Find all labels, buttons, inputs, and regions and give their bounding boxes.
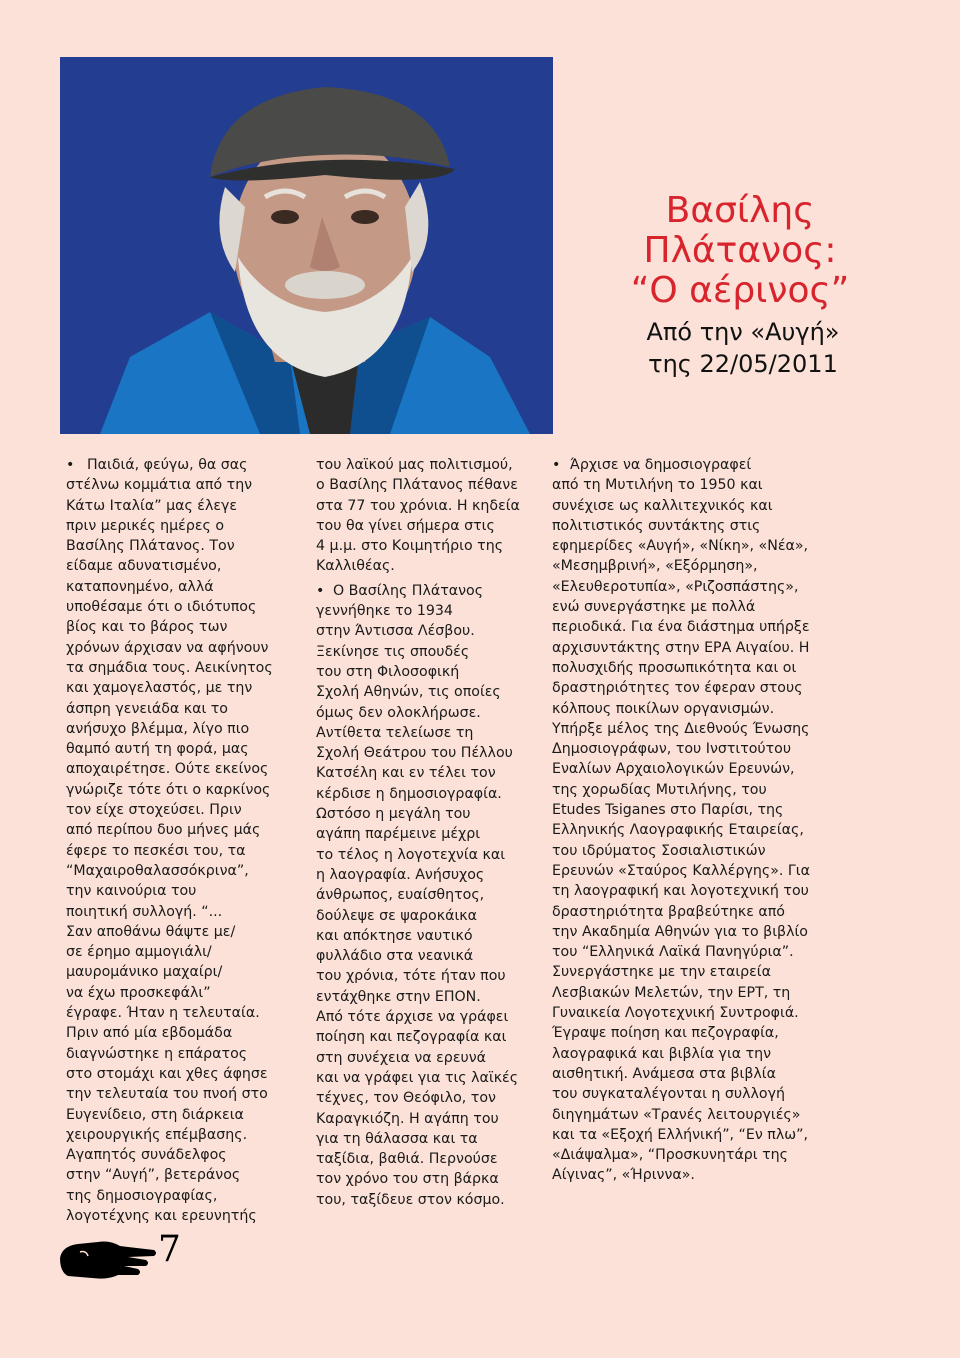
text-line-content: από περίπου δυο μήνες μάς: [66, 822, 261, 839]
text-line: [66, 759, 290, 779]
text-line-content: τον είχε στοχεύσει. Πριν: [66, 802, 242, 819]
text-line: [316, 642, 546, 662]
text-line-content: λαογραφικά και βιβλία για την: [552, 1045, 772, 1062]
text-line-content: την τελευταία του πνοή στο: [66, 1086, 268, 1103]
text-column-2: [316, 455, 546, 1210]
text-line: [66, 516, 290, 536]
text-line-content: Ερευνών «Σταύρος Καλλέργης». Για: [552, 862, 810, 879]
text-line: [316, 784, 546, 804]
text-line-content: Ξεκίνησε τις σπουδές: [316, 643, 470, 660]
text-line-content: Αγαπητός συνάδελφος: [66, 1147, 227, 1164]
text-line-content: ποίηση και πεζογραφία και: [316, 1029, 507, 1046]
text-line: [66, 1186, 290, 1206]
text-line-content: για τη θάλασσα και τα: [316, 1130, 478, 1147]
text-line: [316, 1088, 546, 1108]
text-line: [316, 1109, 546, 1129]
text-line: [66, 1044, 290, 1064]
text-line-content: αρχισυντάκτης στην ΕΡΑ Αιγαίου. Η: [552, 639, 810, 656]
text-line-content: αποχαιρέτησε. Ούτε εκείνος: [66, 761, 269, 778]
text-line: [66, 658, 290, 678]
text-line: [552, 617, 842, 637]
text-column-1: [66, 455, 290, 1226]
text-line: [552, 1165, 842, 1185]
text-line: [316, 1190, 546, 1210]
text-line-content: Κάτω Ιταλία” μας έλεγε: [66, 497, 238, 514]
text-line: [552, 841, 842, 861]
text-line-content: «Διάψαλμα», “Προσκυνητάρι της: [552, 1147, 788, 1164]
text-line: [66, 1125, 290, 1145]
text-line-content: στην Άντισσα Λέσβου.: [316, 623, 475, 640]
text-line-content: Ελληνικής Λαογραφικής Εταιρείας,: [552, 822, 804, 839]
text-line-content: Άρχισε να δημοσιογραφεί: [570, 457, 752, 473]
text-line: [66, 556, 290, 576]
text-line-content: στην “Αυγή”, βετεράνος: [66, 1167, 241, 1184]
text-line: [66, 617, 290, 637]
text-line-content: στέλνω κομμάτια από την: [66, 477, 253, 494]
text-line-content: Αίγινας”, «Ήριννα».: [552, 1167, 695, 1184]
text-line: [552, 962, 842, 982]
text-line-content: τον χρόνο του στη βάρκα: [316, 1171, 499, 1188]
text-line: [552, 1125, 842, 1145]
text-line: [552, 577, 842, 597]
text-line: [316, 966, 546, 986]
text-line-content: πολυσχιδής προσωπικότητα και οι: [552, 659, 797, 676]
text-line-content: την καινούρια του: [66, 883, 197, 900]
text-line: [66, 475, 290, 495]
text-line: [316, 987, 546, 1007]
text-line: [66, 841, 290, 861]
text-line: [316, 682, 546, 702]
title-line: Πλάτανος:: [643, 230, 837, 271]
article-title: [560, 191, 920, 311]
text-line-content: του θα γίνει σήμερα στις: [316, 517, 495, 534]
text-line: [552, 496, 842, 516]
text-line-content: Ευγενίδειο, στη διάρκεια: [66, 1106, 244, 1123]
text-line: [552, 475, 842, 495]
text-line: [66, 1105, 290, 1125]
text-line-content: γεννήθηκε το 1934: [316, 603, 453, 620]
text-line-content: άσπρη γενειάδα και το: [66, 700, 228, 717]
text-line-content: στα 77 του χρόνια. Η κηδεία: [316, 497, 520, 514]
text-line: [552, 983, 842, 1003]
text-line: [66, 800, 290, 820]
text-line: [66, 881, 290, 901]
text-line: [316, 662, 546, 682]
article-source: [560, 316, 926, 380]
text-line-content: δούλεψε σε ψαροκάικα: [316, 907, 477, 924]
text-line-content: «Ελευθεροτυπία», «Ριζοσπάστης»,: [552, 578, 799, 595]
text-line-content: βίος και το βάρος των: [66, 619, 228, 636]
text-line: [552, 516, 842, 536]
text-line: [66, 820, 290, 840]
text-line: [552, 739, 842, 759]
text-line: [552, 902, 842, 922]
text-line: [316, 906, 546, 926]
text-line-content: και απόκτησε ναυτικό: [316, 927, 473, 944]
text-line-content: στο στομάχι και χθες άφησε: [66, 1065, 268, 1082]
text-line-content: Σχολή Αθηνών, τις οποίες: [316, 684, 501, 701]
text-line-content: την Ακαδημία Αθηνών για το βιβλίο: [552, 923, 808, 940]
text-line: [316, 1149, 546, 1169]
text-line-content: Σχολή Θεάτρου του Πέλλου: [316, 745, 513, 762]
text-line-content: τη λαογραφική και λογοτεχνική του: [552, 883, 809, 900]
text-line: [66, 1165, 290, 1185]
text-line: [552, 1105, 842, 1125]
text-line-content: του στη Φιλοσοφική: [316, 663, 460, 680]
text-line: [66, 942, 290, 962]
text-line: [552, 1145, 842, 1165]
pointing-hand-icon: [58, 1236, 158, 1280]
text-line-content: Συνεργάστηκε με την εταιρεία: [552, 964, 771, 981]
text-line: [316, 1048, 546, 1068]
text-line: [552, 638, 842, 658]
text-line-content: Ο Βασίλης Πλάτανος: [333, 582, 484, 599]
text-line-content: σε έρημο αμμογιάλι/: [66, 944, 212, 961]
text-line: [316, 536, 546, 556]
text-line-content: αισθητική. Ανάμεσα στα βιβλία: [552, 1065, 776, 1082]
text-line: [552, 719, 842, 739]
text-line: [66, 861, 290, 881]
text-line: [552, 597, 842, 617]
text-line: [552, 556, 842, 576]
text-line-content: διηγημάτων «Τρανές λειτουργιές»: [552, 1106, 801, 1123]
text-line-content: ανήσυχο βλέμμα, λίγο πιο: [66, 720, 250, 737]
text-line-content: Ωστόσο η μεγάλη του: [316, 806, 471, 823]
text-line: [66, 678, 290, 698]
text-line-content: στη συνέχεια να ερευνά: [316, 1049, 486, 1066]
text-line: [552, 1064, 842, 1084]
text-line-content: το τέλος η λογοτεχνία και: [316, 846, 506, 863]
text-line-content: άνθρωπος, ευαίσθητος,: [316, 887, 485, 904]
text-line-content: πριν μερικές ημέρες ο: [66, 517, 225, 534]
text-line: [316, 763, 546, 783]
text-line-content: Πριν από μία εβδομάδα: [66, 1025, 233, 1042]
text-line: [552, 861, 842, 881]
text-line: [552, 1044, 842, 1064]
text-line: [552, 536, 842, 556]
bullet-marker: •: [552, 457, 561, 473]
text-line: [66, 1145, 290, 1165]
text-line-content: εφημερίδες «Αυγή», «Νίκη», «Νέα»,: [552, 538, 809, 555]
text-line: [316, 516, 546, 536]
text-line: [552, 658, 842, 678]
text-line: [66, 699, 290, 719]
text-line: [316, 1169, 546, 1189]
text-line: [552, 455, 842, 475]
text-line-content: Καλλιθέας.: [316, 558, 395, 575]
portrait-illustration: [60, 57, 553, 434]
text-line-content: από τη Μυτιλήνη το 1950 και: [552, 477, 763, 494]
text-line-content: ενώ συνεργάστηκε με πολλά: [552, 599, 756, 616]
text-line-content: έγραφε. Ήταν η τελευταία.: [66, 1005, 260, 1022]
text-line: [66, 455, 290, 475]
text-line-content: Κατσέλη και εν τέλει τον: [316, 765, 496, 782]
text-line-content: του χρόνια, τότε ήταν που: [316, 968, 506, 985]
text-line-content: του ιδρύματος Σοσιαλιστικών: [552, 842, 766, 859]
text-line-content: τα σημάδια τους. Αεικίνητος: [66, 659, 273, 676]
text-line: [316, 601, 546, 621]
text-line: [316, 496, 546, 516]
text-line-content: λογοτέχνης και ερευνητής: [66, 1207, 257, 1224]
source-line: της 22/05/2011: [648, 350, 838, 378]
text-column-3: [552, 455, 842, 1186]
text-line-content: είδαμε αδυνατισμένο,: [66, 558, 222, 575]
text-line-content: Υπήρξε μέλος της Διεθνούς Ένωσης: [552, 720, 810, 737]
text-line: [316, 1068, 546, 1088]
text-line-content: του “Ελληνικά Λαϊκά Πανηγύρια”.: [552, 944, 794, 961]
text-line: [66, 496, 290, 516]
text-line-content: και να γράφει για τις λαϊκές: [316, 1069, 519, 1086]
text-line: [66, 1023, 290, 1043]
title-line: Βασίλης: [665, 190, 815, 231]
text-line: [552, 881, 842, 901]
text-line-content: και χαμογελαστός, με την: [66, 680, 253, 697]
bullet-marker: •: [66, 457, 75, 473]
text-line-content: Καραγκιόζη. Η αγάπη του: [316, 1110, 499, 1127]
text-line: [66, 1003, 290, 1023]
text-line: [66, 983, 290, 1003]
portrait-photo: [60, 57, 553, 434]
text-line-content: κέρδισε η δημοσιογραφία.: [316, 785, 502, 802]
text-line-content: Παιδιά, φεύγω, θα σας: [87, 457, 248, 473]
text-line-content: Etudes Tsiganes στο Παρίσι, της: [552, 802, 784, 819]
title-line: “Ο αέρινος”: [630, 270, 850, 311]
text-line: [316, 845, 546, 865]
text-line-content: να έχω προσκεφάλι”: [66, 984, 211, 1001]
text-line: [552, 922, 842, 942]
text-line-content: μαυρομάνικο μαχαίρι/: [66, 964, 223, 981]
text-line-content: καταπονημένο, αλλά: [66, 578, 214, 595]
source-line: Από την «Αυγή»: [646, 318, 840, 346]
text-line-content: Εναλίων Αρχαιολογικών Ερευνών,: [552, 761, 795, 778]
text-line-content: τέχνες, τον Θεόφιλο, τον: [316, 1090, 496, 1107]
text-line: [552, 800, 842, 820]
text-line-content: γνώριζε τότε ότι ο καρκίνος: [66, 781, 271, 798]
bullet-marker: •: [316, 582, 325, 599]
text-line-content: Βασίλης Πλάτανος. Τον: [66, 538, 235, 555]
text-line-content: της χορωδίας Μυτιλήνης, του: [552, 781, 767, 798]
text-line: [316, 865, 546, 885]
text-line: [552, 1084, 842, 1104]
text-line: [66, 577, 290, 597]
text-line-content: του λαϊκού μας πολιτισμού,: [316, 457, 513, 473]
text-line: [316, 475, 546, 495]
text-line-content: του συγκαταλέγονται η συλλογή: [552, 1086, 785, 1103]
text-line: [316, 743, 546, 763]
text-line: [66, 902, 290, 922]
text-line: [316, 1129, 546, 1149]
text-line: [316, 1007, 546, 1027]
text-line: [552, 1023, 842, 1043]
text-line-content: του, ταξίδευε στον κόσμο.: [316, 1191, 505, 1208]
text-line: [66, 739, 290, 759]
text-line: [552, 820, 842, 840]
text-line-content: ταξίδια, βαθιά. Περνούσε: [316, 1151, 498, 1168]
text-line: [66, 719, 290, 739]
text-line: [316, 926, 546, 946]
text-line-content: χρόνων άρχισαν να αφήνουν: [66, 639, 269, 656]
text-line-content: πολιτιστικός συντάκτης στις: [552, 517, 761, 534]
text-line-content: Δημοσιογράφων, του Ινστιτούτου: [552, 741, 792, 758]
text-line-content: δραστηριότητα βραβεύτηκε από: [552, 903, 785, 920]
text-line: [66, 1064, 290, 1084]
text-line: [316, 621, 546, 641]
text-line-content: Αντίθετα τελείωσε τη: [316, 724, 474, 741]
text-line: [552, 678, 842, 698]
text-line: [316, 885, 546, 905]
text-line: [552, 699, 842, 719]
text-line: [552, 759, 842, 779]
page-number: 7: [158, 1229, 181, 1270]
text-line: [316, 824, 546, 844]
text-line-content: συνέχισε ως καλλιτεχνικός και: [552, 497, 773, 514]
text-line-content: υποθέσαμε ότι ο ιδιότυπος: [66, 599, 257, 616]
text-line: [66, 962, 290, 982]
text-line-content: όμως δεν ολοκλήρωσε.: [316, 704, 481, 721]
text-line: [316, 581, 546, 601]
text-line-content: Από τότε άρχισε να γράφει: [316, 1009, 509, 1026]
text-line-content: δραστηριότητες τον έφεραν στους: [552, 680, 803, 697]
text-line: [66, 1206, 290, 1226]
text-line-content: ποιητική συλλογή. “...: [66, 903, 223, 920]
text-line-content: Λεσβιακών Μελετών, την ΕΡΤ, τη: [552, 984, 791, 1001]
text-line: [66, 922, 290, 942]
text-line: [552, 942, 842, 962]
text-line: [316, 723, 546, 743]
text-line: [552, 1003, 842, 1023]
text-line-content: διαγνώστηκε η επάρατος: [66, 1045, 248, 1062]
text-line-content: Έγραψε ποίηση και πεζογραφία,: [552, 1025, 779, 1042]
text-line-content: έφερε το πεσκέσι του, τα: [66, 842, 246, 859]
text-line: [66, 1084, 290, 1104]
text-line-content: κόλπους ποικίλων οργανισμών.: [552, 700, 775, 717]
text-line-content: περιοδικά. Για ένα διάστημα υπήρξε: [552, 619, 810, 636]
text-line-content: η λαογραφία. Ανήσυχος: [316, 866, 485, 883]
text-line-content: 4 μ.μ. στο Κοιμητήριο της: [316, 538, 504, 555]
text-line-content: χειρουργικής επέμβασης.: [66, 1126, 248, 1143]
text-line: [66, 536, 290, 556]
text-line: [66, 597, 290, 617]
text-line: [316, 1027, 546, 1047]
text-line-content: “Μαχαιροθαλασσόκρινα”,: [66, 862, 249, 879]
text-line: [552, 780, 842, 800]
text-line-content: Σαν αποθάνω θάψτε με/: [66, 923, 236, 940]
text-line-content: αγάπη παρέμεινε μέχρι: [316, 826, 481, 843]
text-line: [316, 703, 546, 723]
text-line-content: εντάχθηκε στην ΕΠΟΝ.: [316, 988, 481, 1005]
text-line-content: «Μεσημβρινή», «Εξόρμηση»,: [552, 558, 758, 575]
text-line-content: θαμπό αυτή τη φορά, μας: [66, 741, 249, 758]
text-line: [316, 556, 546, 576]
text-line: [316, 804, 546, 824]
text-line: [316, 455, 546, 475]
text-line-content: φυλλάδιο στα νεανικά: [316, 948, 474, 965]
text-line: [66, 780, 290, 800]
text-line-content: και τα «Εξοχή Ελλήνική”, “Εν πλω”,: [552, 1126, 808, 1143]
text-line: [316, 946, 546, 966]
text-line: [66, 638, 290, 658]
text-line-content: Γυναικεία Λογοτεχνική Συντροφιά.: [552, 1005, 799, 1022]
text-line-content: ο Βασίλης Πλάτανος πέθανε: [316, 477, 518, 494]
text-line-content: της δημοσιογραφίας,: [66, 1187, 218, 1204]
